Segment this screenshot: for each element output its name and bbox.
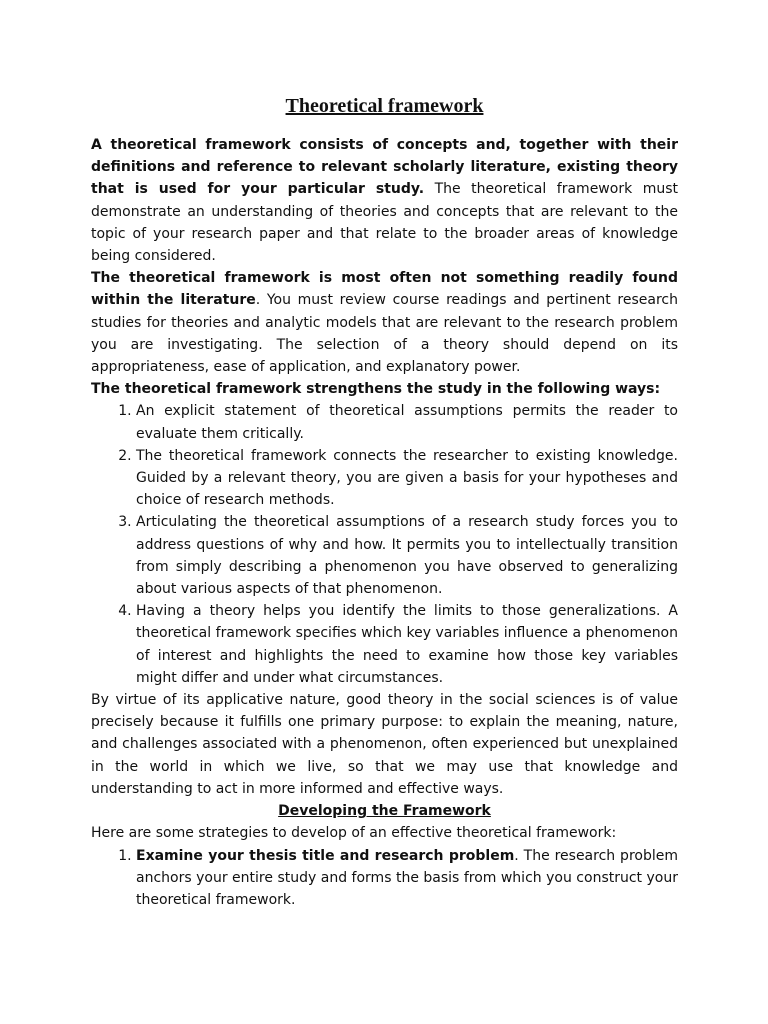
strategies-list — [91, 845, 678, 912]
intro-text: The theoretical framework must demonstrate an understanding of theories and concepts that are relevant to the topic of your research paper and that relate to the broader areas of knowledge being considered. — [91, 181, 678, 265]
ways-item-4: 4. Having a theory helps you identify the limits to those generalizations. A theoretical framework specifies which key variables influence a phenomenon of interest and highlights the need to examine how those key variables might differ and under what circumstances. — [136, 600, 678, 689]
strategies-intro: Here are some strategies to develop of an effective theoretical framework: — [91, 825, 617, 842]
strengthens-heading — [91, 378, 678, 400]
ways-list — [91, 400, 678, 689]
literature-text: . You must review course readings and pertinent research studies for theories and analytic models that are relevant to the research problem you are investigating. The selection of a theory should depend on its appropriateness, ease of application, and explanatory power. — [91, 292, 678, 376]
intro-paragraph — [91, 134, 678, 267]
strategy-item-1-text: . The research problem anchors your entire study and forms the basis from which you construct your theoretical framework. — [136, 847, 678, 908]
ways-item-1: 1. An explicit statement of theoretical assumptions permits the reader to evaluate them critically. — [136, 400, 678, 444]
strategy-item-1 — [136, 845, 678, 912]
document-title: Theoretical framework — [285, 95, 484, 117]
literature-bold: The theoretical framework is most often not something readily found within the literature — [91, 270, 678, 309]
strategy-item-1-bold: Examine your thesis title and research problem — [136, 847, 515, 864]
intro-bold: A theoretical framework consists of concepts and, together with their definitions and reference to relevant scholarly literature, existing theory that is used for your particular study. — [91, 137, 678, 198]
literature-paragraph — [91, 267, 678, 378]
document-page — [91, 94, 678, 911]
developing-heading: Developing the Framework — [278, 803, 491, 820]
ways-item-3: 3. Articulating the theoretical assumptions of a research study forces you to address questions of why and how. It permits you to intellectually transition from simply describing a phenomenon you have observed to generalizing about various aspects of that phenomenon. — [136, 511, 678, 600]
virtue-paragraph: By virtue of its applicative nature, good theory in the social sciences is of value precisely because it fulfills one primary purpose: to explain the meaning, nature, and challenges associated with a phenomenon, often experienced but unexplained in the world in which we live, so that we may use that knowledge and understanding to act in more informed and effective ways. — [91, 692, 678, 797]
strengthens-heading-text: The theoretical framework strengthens the study in the following ways: — [91, 381, 661, 398]
ways-item-2: 2. The theoretical framework connects the researcher to existing knowledge. Guided by a relevant theory, you are given a basis for your hypotheses and choice of research methods. — [136, 445, 678, 512]
